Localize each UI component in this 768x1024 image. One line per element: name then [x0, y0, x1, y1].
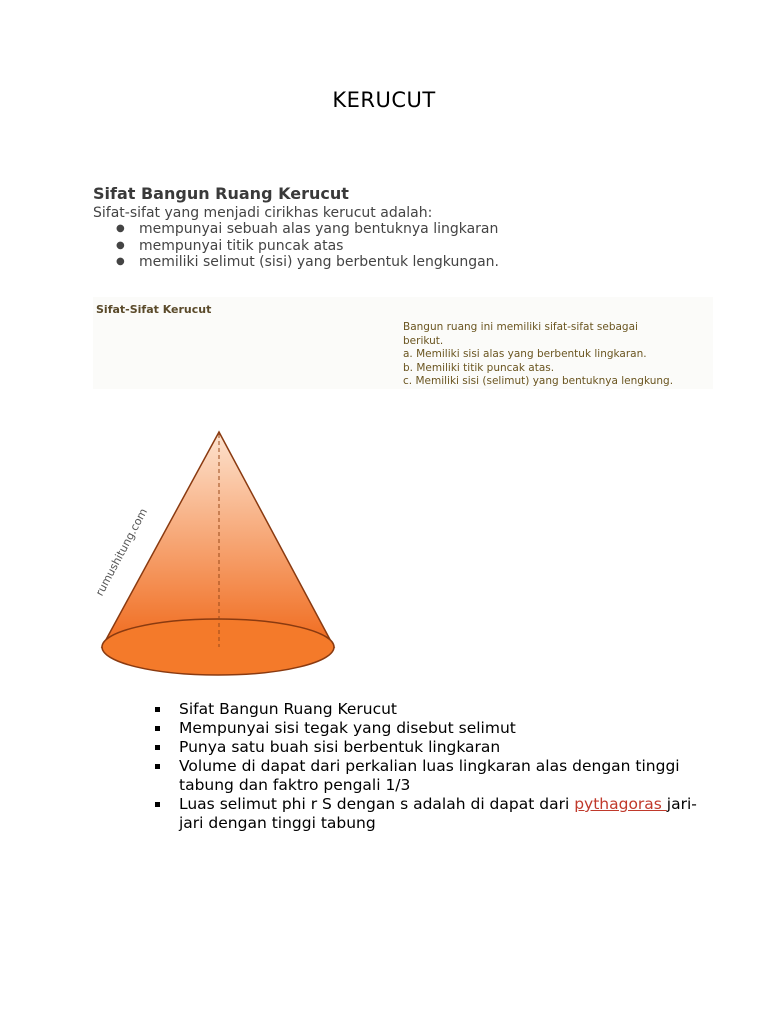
cone-base — [102, 619, 334, 675]
list-item — [93, 221, 499, 238]
quote-line: Bangun ruang ini memiliki sifat-sifat sebagai — [403, 321, 638, 333]
quote-box — [93, 297, 713, 389]
list-item-text: Volume di dapat dari perkalian luas lingkaran alas dengan tinggi tabung dan faktro pengali 1/3 — [179, 757, 680, 794]
bullet-icon: ● — [116, 256, 125, 267]
list-item-text: Punya satu buah sisi berbentuk lingkaran — [179, 738, 501, 756]
list-item — [93, 254, 499, 271]
list-item-text: Sifat Bangun Ruang Kerucut — [179, 700, 398, 718]
quote-title: Sifat-Sifat Kerucut — [96, 303, 212, 316]
summary-list — [154, 700, 714, 833]
list-item — [154, 719, 714, 738]
section-heading: Sifat Bangun Ruang Kerucut — [93, 184, 349, 203]
square-bullet-icon — [155, 745, 160, 750]
watermark-text: rumushitung.com — [93, 506, 151, 599]
page-title: KERUCUT — [332, 88, 436, 112]
intro-text: Sifat-sifat yang menjadi cirikhas kerucut adalah: — [93, 205, 433, 221]
quote-line: berikut. — [403, 334, 444, 347]
quote-line: c. Memiliki sisi (selimut) yang bentuknya lengkung. — [403, 375, 674, 387]
square-bullet-icon — [155, 707, 160, 712]
cone-side — [102, 432, 334, 647]
list-item-text: memiliki selimut (sisi) yang berbentuk lengkungan. — [139, 254, 499, 270]
bullet-icon: ● — [116, 223, 125, 234]
square-bullet-icon — [155, 726, 160, 731]
quote-line: b. Memiliki titik puncak atas. — [403, 361, 555, 374]
pythagoras-link[interactable]: pythagoras — [574, 795, 667, 813]
properties-list — [93, 221, 499, 271]
list-item-text: mempunyai titik puncak atas — [139, 237, 344, 254]
bullet-icon: ● — [116, 239, 125, 251]
list-item-text: Luas selimut phi r S dengan s adalah di dapat dari — [179, 795, 575, 813]
list-item-text: mempunyai sebuah alas yang bentuknya lingkaran — [139, 221, 499, 237]
list-item-text: Mempunyai sisi tegak yang disebut selimut — [179, 719, 516, 737]
square-bullet-icon — [155, 764, 160, 769]
square-bullet-icon — [155, 802, 160, 807]
list-item — [93, 238, 499, 255]
list-item-text: jari-jari dengan tinggi tabung — [179, 795, 697, 832]
quote-line: a. Memiliki sisi alas yang berbentuk lingkaran. — [403, 348, 647, 360]
quote-text — [403, 321, 713, 389]
list-item — [154, 757, 714, 795]
list-item — [154, 795, 714, 833]
list-item — [154, 738, 714, 757]
list-item — [154, 700, 714, 719]
